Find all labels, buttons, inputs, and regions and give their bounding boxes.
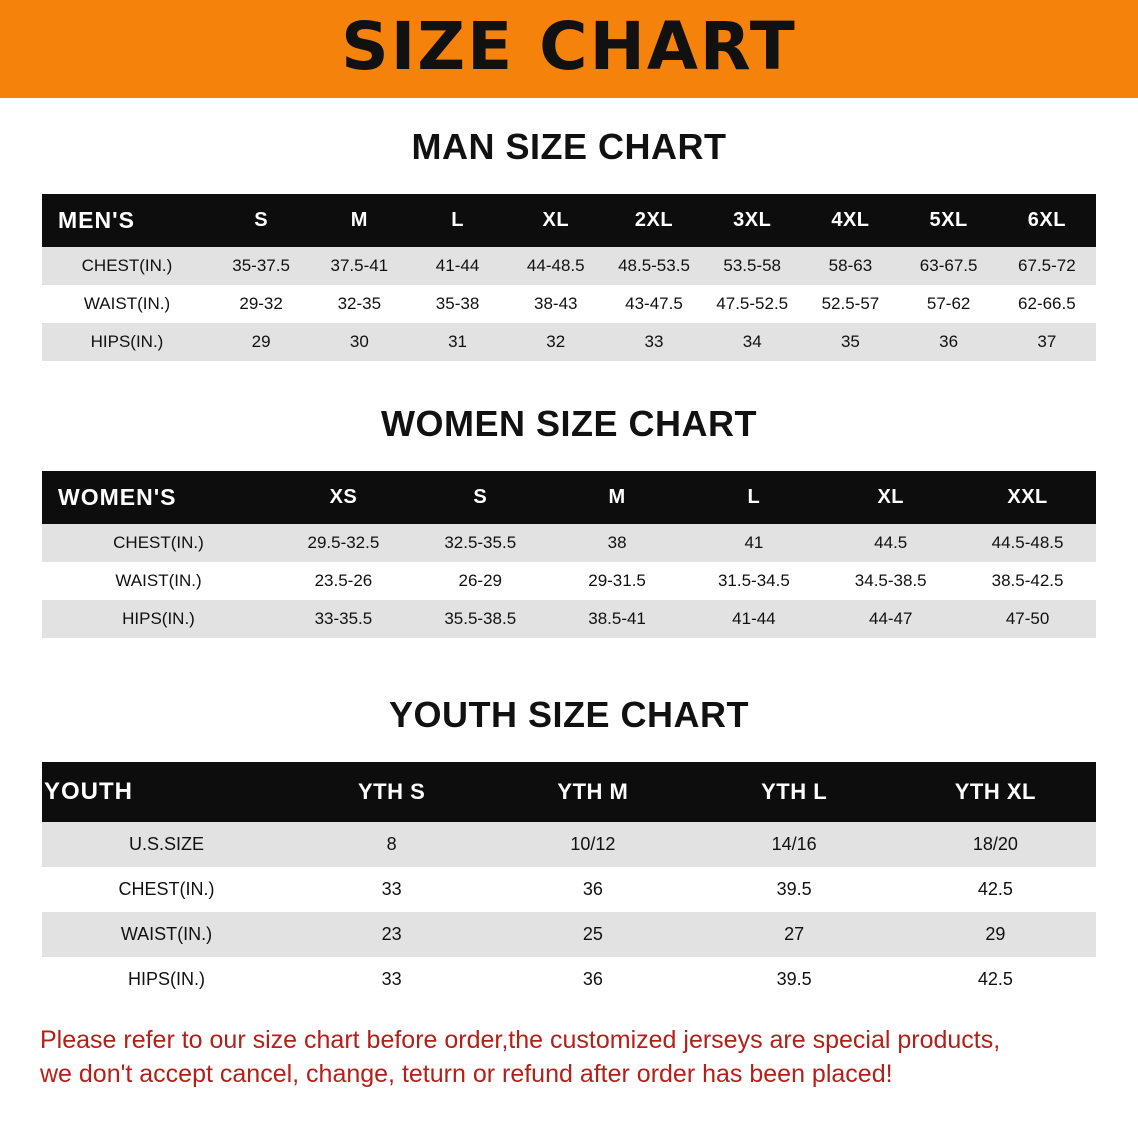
col-header-xxl: XXL (959, 471, 1096, 524)
man-size-table (42, 194, 1096, 361)
row-label-us-size: U.S.SIZE (42, 822, 291, 867)
table-row (42, 285, 1096, 323)
col-header-2xl: 2XL (605, 194, 703, 247)
col-header-womens: WOMEN'S (42, 471, 275, 524)
cell: 34.5-38.5 (822, 562, 959, 600)
col-header-xl: XL (822, 471, 959, 524)
cell: 41 (685, 524, 822, 562)
table-header-row (42, 762, 1096, 822)
col-header-l: L (408, 194, 506, 247)
cell: 26-29 (412, 562, 549, 600)
women-size-table (42, 471, 1096, 638)
cell: 35.5-38.5 (412, 600, 549, 638)
cell: 23 (291, 912, 492, 957)
cell: 36 (492, 867, 693, 912)
cell: 33 (291, 957, 492, 1002)
cell: 41-44 (685, 600, 822, 638)
row-label-hips: HIPS(IN.) (42, 957, 291, 1002)
cell: 47-50 (959, 600, 1096, 638)
table-row (42, 247, 1096, 285)
col-header-youth: YOUTH (42, 762, 291, 822)
youth-table-wrap (0, 762, 1138, 1002)
cell: 42.5 (895, 957, 1096, 1002)
cell: 44-48.5 (507, 247, 605, 285)
policy-note-line-1: Please refer to our size chart before order,the customized jerseys are special products, (40, 1026, 1001, 1054)
banner (0, 0, 1138, 98)
col-header-6xl: 6XL (998, 194, 1096, 247)
cell: 43-47.5 (605, 285, 703, 323)
cell: 53.5-58 (703, 247, 801, 285)
cell: 38 (549, 524, 686, 562)
row-label-chest: CHEST(IN.) (42, 247, 212, 285)
table-row (42, 600, 1096, 638)
col-header-yth-l: YTH L (694, 762, 895, 822)
cell: 31.5-34.5 (685, 562, 822, 600)
cell: 62-66.5 (998, 285, 1096, 323)
col-header-xl: XL (507, 194, 605, 247)
cell: 48.5-53.5 (605, 247, 703, 285)
cell: 29-31.5 (549, 562, 686, 600)
table-row (42, 822, 1096, 867)
cell: 30 (310, 323, 408, 361)
table-header-row (42, 194, 1096, 247)
col-header-xs: XS (275, 471, 412, 524)
cell: 57-62 (900, 285, 998, 323)
row-label-waist: WAIST(IN.) (42, 562, 275, 600)
cell: 29 (895, 912, 1096, 957)
women-section-title: WOMEN SIZE CHART (381, 403, 757, 444)
row-label-waist: WAIST(IN.) (42, 912, 291, 957)
women-table-wrap (0, 471, 1138, 638)
col-header-3xl: 3XL (703, 194, 801, 247)
man-table-wrap (0, 194, 1138, 361)
col-header-4xl: 4XL (801, 194, 899, 247)
col-header-men: MEN'S (42, 194, 212, 247)
cell: 42.5 (895, 867, 1096, 912)
cell: 44.5 (822, 524, 959, 562)
row-label-hips: HIPS(IN.) (42, 323, 212, 361)
col-header-s: S (212, 194, 310, 247)
row-label-hips: HIPS(IN.) (42, 600, 275, 638)
cell: 37 (998, 323, 1096, 361)
cell: 44.5-48.5 (959, 524, 1096, 562)
cell: 38.5-42.5 (959, 562, 1096, 600)
cell: 33-35.5 (275, 600, 412, 638)
col-header-yth-s: YTH S (291, 762, 492, 822)
col-header-s: S (412, 471, 549, 524)
cell: 10/12 (492, 822, 693, 867)
cell: 44-47 (822, 600, 959, 638)
cell: 38.5-41 (549, 600, 686, 638)
cell: 8 (291, 822, 492, 867)
table-row (42, 957, 1096, 1002)
cell: 32-35 (310, 285, 408, 323)
cell: 33 (605, 323, 703, 361)
cell: 35-37.5 (212, 247, 310, 285)
cell: 34 (703, 323, 801, 361)
cell: 29 (212, 323, 310, 361)
cell: 36 (492, 957, 693, 1002)
cell: 67.5-72 (998, 247, 1096, 285)
cell: 32 (507, 323, 605, 361)
table-row (42, 562, 1096, 600)
cell: 31 (408, 323, 506, 361)
cell: 35 (801, 323, 899, 361)
col-header-m: M (310, 194, 408, 247)
table-header-row (42, 471, 1096, 524)
cell: 38-43 (507, 285, 605, 323)
cell: 52.5-57 (801, 285, 899, 323)
cell: 58-63 (801, 247, 899, 285)
cell: 29.5-32.5 (275, 524, 412, 562)
cell: 47.5-52.5 (703, 285, 801, 323)
cell: 41-44 (408, 247, 506, 285)
youth-section-title: YOUTH SIZE CHART (388, 694, 749, 735)
col-header-l: L (685, 471, 822, 524)
cell: 29-32 (212, 285, 310, 323)
table-row (42, 867, 1096, 912)
table-row (42, 323, 1096, 361)
table-row (42, 912, 1096, 957)
table-row (42, 524, 1096, 562)
youth-size-table (42, 762, 1096, 1002)
col-header-5xl: 5XL (900, 194, 998, 247)
cell: 63-67.5 (900, 247, 998, 285)
cell: 23.5-26 (275, 562, 412, 600)
cell: 36 (900, 323, 998, 361)
cell: 37.5-41 (310, 247, 408, 285)
cell: 27 (694, 912, 895, 957)
policy-note (40, 1024, 1098, 1092)
cell: 35-38 (408, 285, 506, 323)
col-header-yth-xl: YTH XL (895, 762, 1096, 822)
page-title: SIZE CHART (341, 8, 797, 85)
row-label-chest: CHEST(IN.) (42, 867, 291, 912)
row-label-chest: CHEST(IN.) (42, 524, 275, 562)
cell: 14/16 (694, 822, 895, 867)
man-section-title: MAN SIZE CHART (411, 126, 727, 167)
cell: 33 (291, 867, 492, 912)
col-header-m: M (549, 471, 686, 524)
cell: 18/20 (895, 822, 1096, 867)
col-header-yth-m: YTH M (492, 762, 693, 822)
cell: 39.5 (694, 957, 895, 1002)
policy-note-line-2: we don't accept cancel, change, teturn or refund after order has been placed! (40, 1059, 893, 1088)
cell: 32.5-35.5 (412, 524, 549, 562)
cell: 25 (492, 912, 693, 957)
cell: 39.5 (694, 867, 895, 912)
row-label-waist: WAIST(IN.) (42, 285, 212, 323)
